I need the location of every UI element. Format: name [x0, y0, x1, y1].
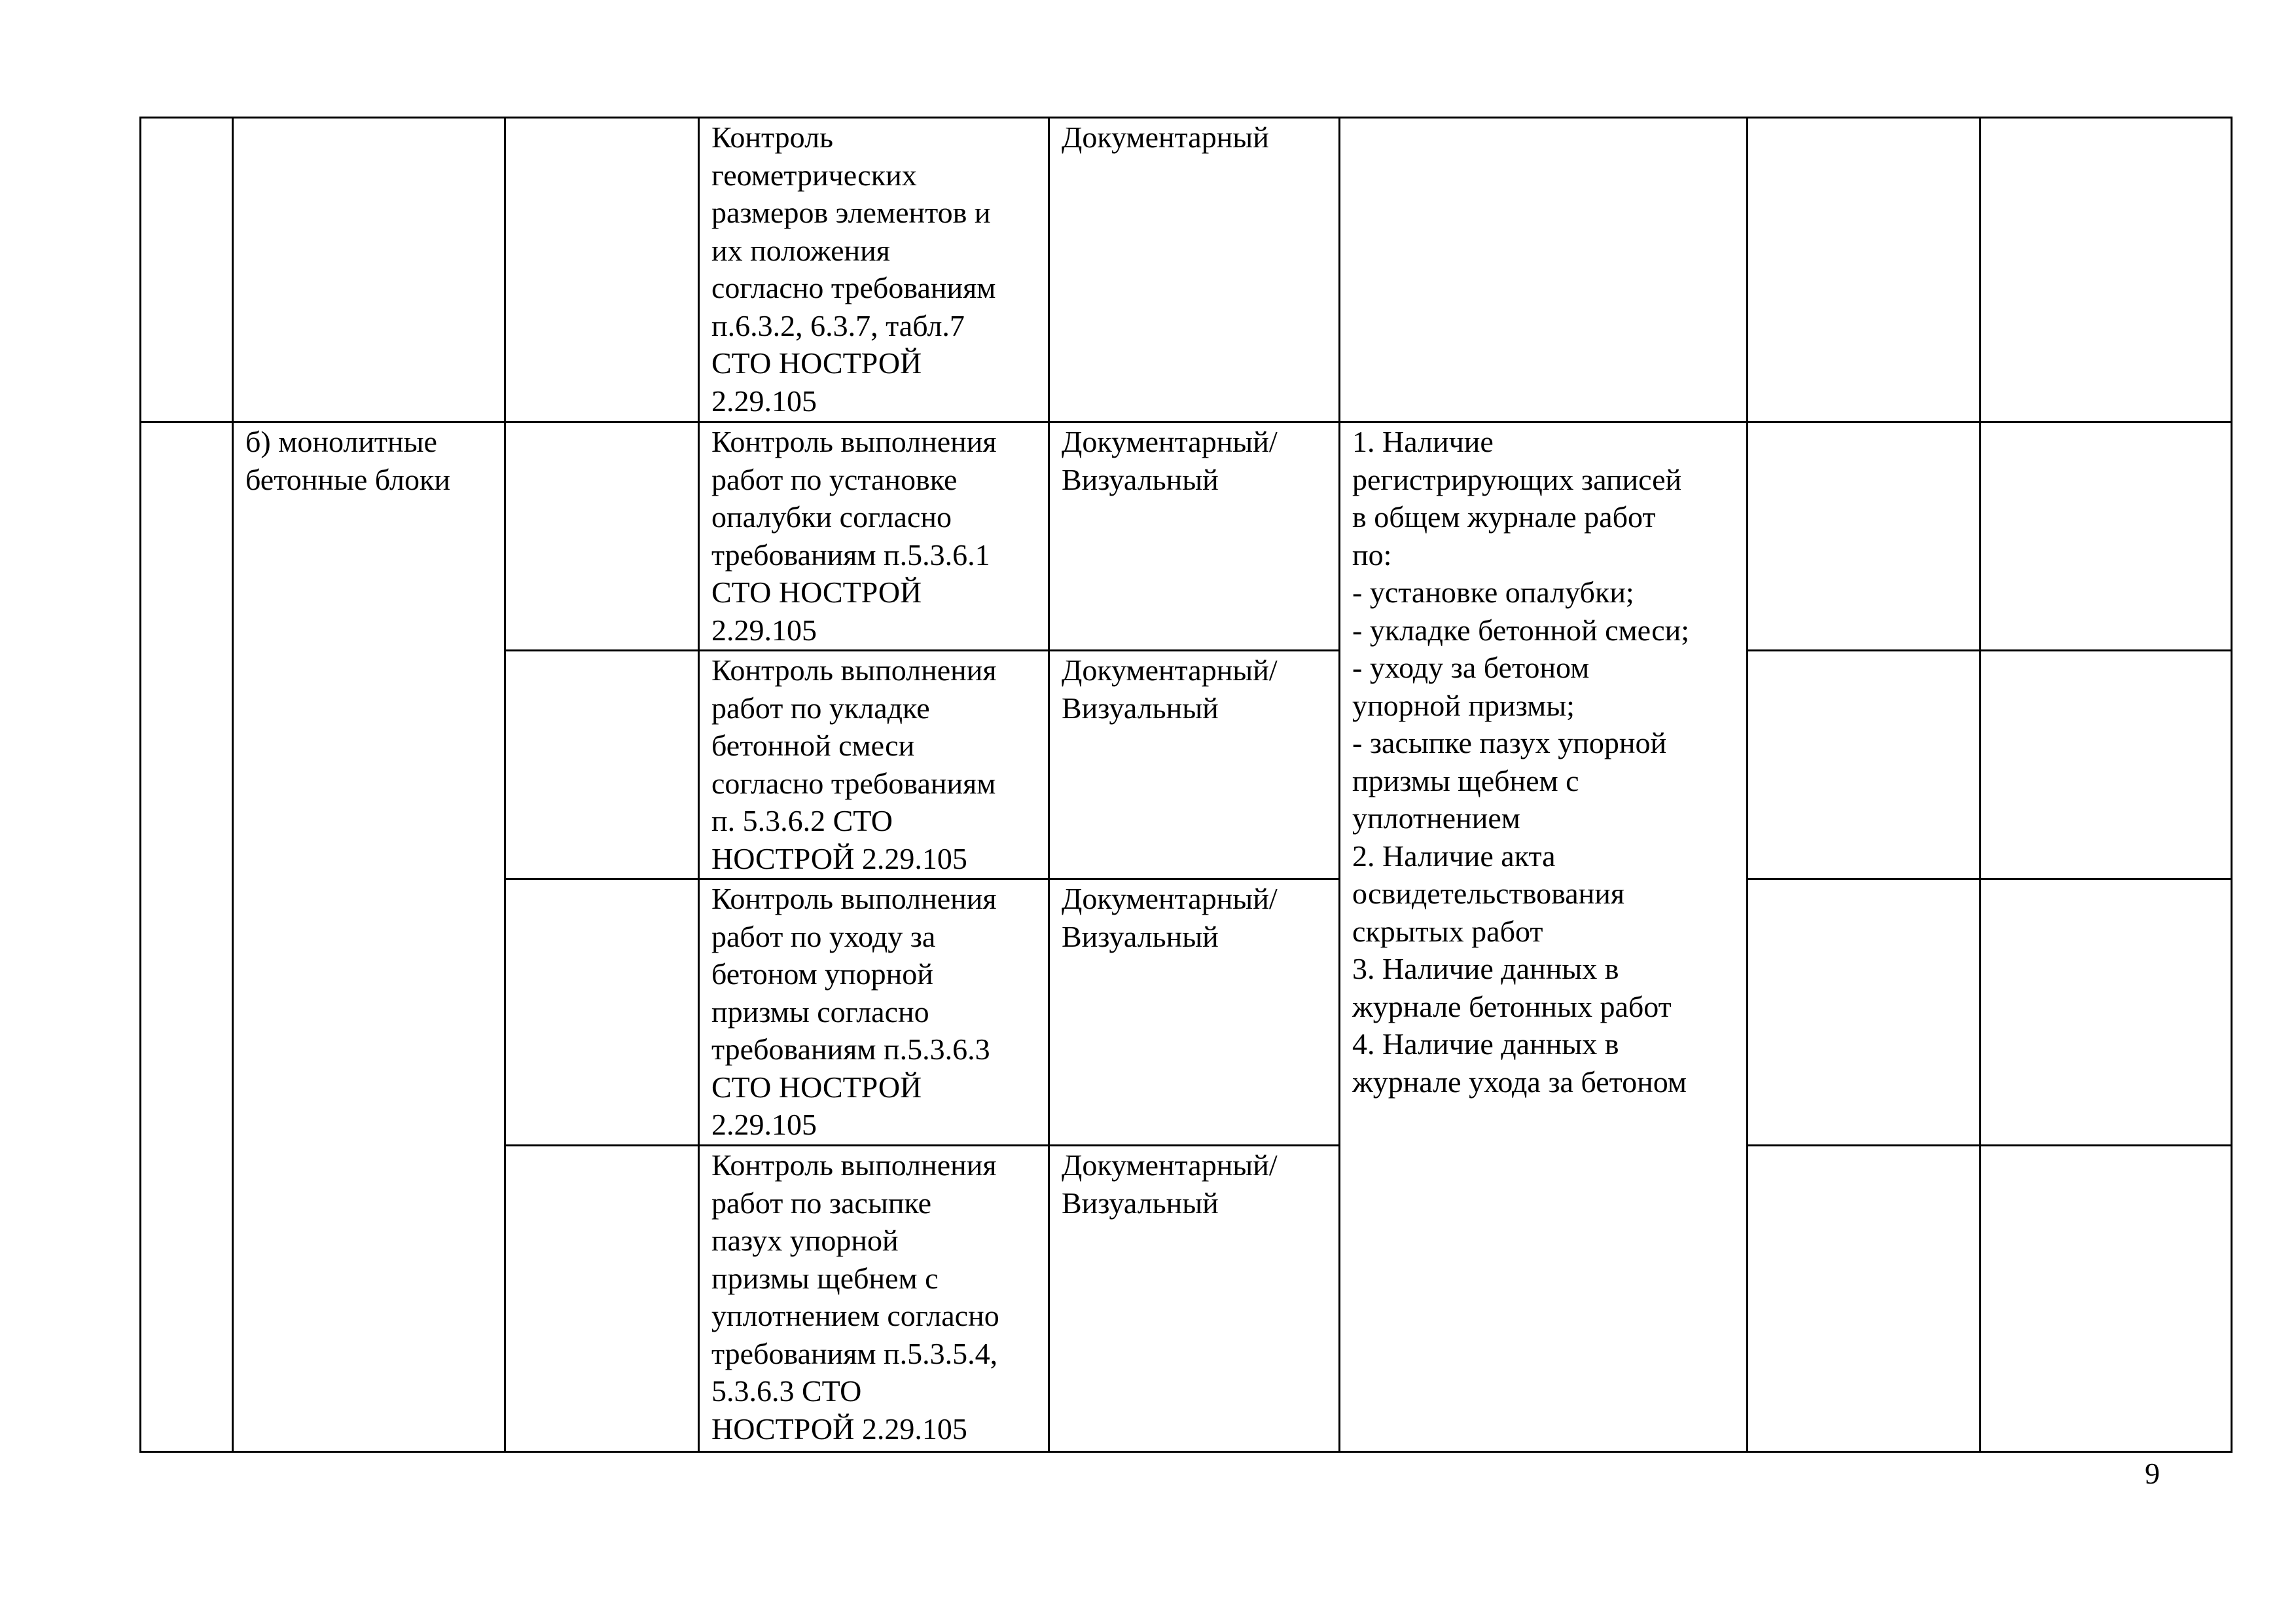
empty-cell: [1748, 118, 1981, 422]
empty-cell: [505, 651, 699, 879]
empty-cell: [505, 118, 699, 422]
empty-cell: [1748, 879, 1981, 1146]
structural-element-cell: б) монолитные бетонные блоки: [233, 422, 505, 1452]
empty-cell: [505, 422, 699, 651]
page-number: 9: [2145, 1457, 2160, 1490]
table-row: [141, 422, 2232, 651]
empty-cell: [1748, 1146, 1981, 1452]
empty-cell: [1340, 118, 1748, 422]
empty-cell: [141, 422, 233, 1452]
control-operation-cell: Контроль геометрических размеров элементов и их положения согласно требованиям п.6.3.2, 6.3.7, табл.7 СТО НОСТРОЙ 2.29.105: [699, 118, 1049, 422]
empty-cell: [1981, 1146, 2232, 1452]
empty-cell: [141, 118, 233, 422]
empty-cell: [1748, 422, 1981, 651]
empty-cell: [1981, 879, 2232, 1146]
control-operation-cell: Контроль выполнения работ по засыпке пазух упорной призмы щебнем с уплотнением согласно требованиям п.5.3.5.4, 5.3.6.3 СТО НОСТРОЙ 2.29.105: [699, 1146, 1049, 1452]
documents-cell: 1. Наличие регистрирующих записей в общем журнале работ по: - установке опалубки; - укладке бетонной смеси; - уходу за бетоном упорной призмы; - засыпке пазух упорной призмы щебнем с уплотнением 2. Наличие акта освидетельствования скрытых работ 3. Наличие данных в журнале бетонных работ 4. Наличие данных в журнале ухода за бетоном: [1340, 422, 1748, 1452]
table-row: [141, 118, 2232, 422]
control-method-cell: Документарный/ Визуальный: [1049, 1146, 1340, 1452]
empty-cell: [1981, 422, 2232, 651]
control-method-cell: Документарный/ Визуальный: [1049, 422, 1340, 651]
empty-cell: [1748, 651, 1981, 879]
control-method-cell: Документарный/ Визуальный: [1049, 879, 1340, 1146]
control-operation-cell: Контроль выполнения работ по установке опалубки согласно требованиям п.5.3.6.1 СТО НОСТРОЙ 2.29.105: [699, 422, 1049, 651]
empty-cell: [1981, 651, 2232, 879]
control-table: [139, 117, 2233, 1453]
control-operation-cell: Контроль выполнения работ по укладке бетонной смеси согласно требованиям п. 5.3.6.2 СТО НОСТРОЙ 2.29.105: [699, 651, 1049, 879]
empty-cell: [505, 1146, 699, 1452]
control-method-cell: Документарный: [1049, 118, 1340, 422]
control-method-cell: Документарный/ Визуальный: [1049, 651, 1340, 879]
control-operation-cell: Контроль выполнения работ по уходу за бетоном упорной призмы согласно требованиям п.5.3.6.3 СТО НОСТРОЙ 2.29.105: [699, 879, 1049, 1146]
empty-cell: [233, 118, 505, 422]
empty-cell: [1981, 118, 2232, 422]
empty-cell: [505, 879, 699, 1146]
